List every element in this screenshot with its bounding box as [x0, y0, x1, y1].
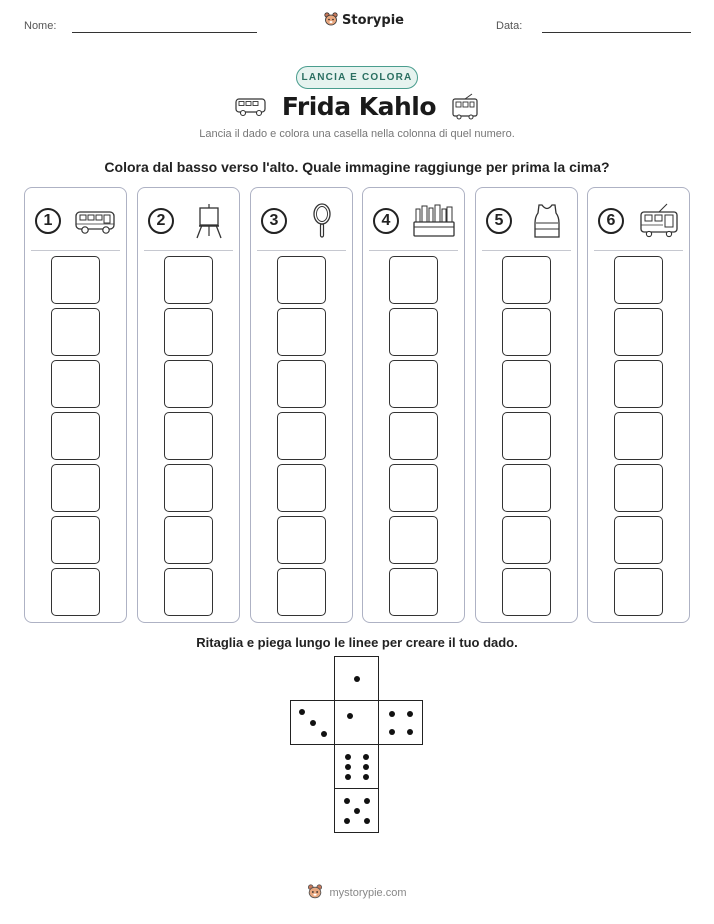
- color-box[interactable]: [164, 256, 213, 304]
- column-header: [148, 202, 231, 240]
- date-label: Data:: [496, 20, 523, 32]
- color-box[interactable]: [51, 516, 100, 564]
- color-box[interactable]: [277, 412, 326, 460]
- color-box[interactable]: [164, 308, 213, 356]
- color-box[interactable]: [614, 516, 663, 564]
- column-number: 2: [148, 208, 174, 234]
- color-box[interactable]: [502, 360, 551, 408]
- column-1: [24, 187, 127, 623]
- color-box[interactable]: [51, 464, 100, 512]
- page-title: Frida Kahlo: [281, 92, 437, 121]
- column-6: [587, 187, 690, 623]
- pip: [344, 818, 350, 824]
- bear-icon: [307, 884, 323, 901]
- pip: [347, 713, 353, 719]
- pip: [364, 798, 370, 804]
- cut-instruction: Ritaglia e piega lungo le linee per creare il tuo dado.: [196, 635, 518, 650]
- color-box[interactable]: [389, 412, 438, 460]
- bus-icon: [234, 96, 268, 118]
- color-box[interactable]: [614, 256, 663, 304]
- column-header: [261, 202, 344, 240]
- subtitle: Lancia il dado e colora una casella nella colonna di quel numero.: [199, 128, 515, 140]
- color-box[interactable]: [389, 516, 438, 564]
- color-box[interactable]: [614, 464, 663, 512]
- die-face-6: [334, 744, 379, 789]
- column-number: 6: [598, 208, 624, 234]
- instruction: Colora dal basso verso l'alto. Quale immagine raggiunge per prima la cima?: [104, 159, 610, 175]
- pip: [364, 818, 370, 824]
- pip: [299, 709, 305, 715]
- pip: [345, 764, 351, 770]
- color-box[interactable]: [389, 568, 438, 616]
- pip: [407, 711, 413, 717]
- name-label: Nome:: [24, 20, 57, 32]
- activity-badge: LANCIA E COLORA: [296, 66, 418, 89]
- title-row: [0, 92, 714, 121]
- color-box[interactable]: [389, 464, 438, 512]
- color-box[interactable]: [502, 256, 551, 304]
- color-box[interactable]: [502, 516, 551, 564]
- color-box[interactable]: [51, 308, 100, 356]
- bus-icon: [74, 203, 118, 239]
- pip: [345, 754, 351, 760]
- bear-icon: [324, 12, 338, 28]
- color-box[interactable]: [614, 360, 663, 408]
- column-number: 3: [261, 208, 287, 234]
- footer: [0, 884, 714, 901]
- color-box[interactable]: [164, 412, 213, 460]
- pip: [363, 774, 369, 780]
- footer-url[interactable]: mystorypie.com: [329, 886, 407, 899]
- paint-box-icon: [412, 203, 456, 239]
- pip: [407, 729, 413, 735]
- brand-name: Storypie: [342, 12, 404, 28]
- color-box[interactable]: [389, 308, 438, 356]
- pip: [310, 720, 316, 726]
- pip: [363, 764, 369, 770]
- color-box[interactable]: [502, 308, 551, 356]
- die-face-1-center: [334, 700, 379, 745]
- color-box[interactable]: [51, 568, 100, 616]
- columns-area: [24, 187, 690, 623]
- pip: [363, 754, 369, 760]
- die-face-1: [334, 656, 379, 701]
- pip: [389, 711, 395, 717]
- color-box[interactable]: [502, 568, 551, 616]
- color-box[interactable]: [614, 308, 663, 356]
- color-box[interactable]: [502, 412, 551, 460]
- color-box[interactable]: [164, 516, 213, 564]
- column-3: [250, 187, 353, 623]
- color-box[interactable]: [389, 360, 438, 408]
- column-number: 4: [373, 208, 399, 234]
- column-2: [137, 187, 240, 623]
- die-face-5: [334, 788, 379, 833]
- tram-icon: [450, 93, 480, 121]
- pip: [389, 729, 395, 735]
- color-box[interactable]: [51, 360, 100, 408]
- color-box[interactable]: [277, 360, 326, 408]
- color-box[interactable]: [164, 568, 213, 616]
- column-header: [35, 202, 118, 240]
- storypie-logo: [324, 12, 404, 28]
- pip: [345, 774, 351, 780]
- column-4: [362, 187, 465, 623]
- color-box[interactable]: [277, 308, 326, 356]
- name-line[interactable]: [72, 32, 257, 33]
- column-header: [598, 202, 681, 240]
- color-box[interactable]: [51, 412, 100, 460]
- color-box[interactable]: [502, 464, 551, 512]
- color-box[interactable]: [277, 464, 326, 512]
- easel-icon: [187, 203, 231, 239]
- color-box[interactable]: [614, 412, 663, 460]
- color-box[interactable]: [277, 256, 326, 304]
- date-line[interactable]: [542, 32, 691, 33]
- column-number: 1: [35, 208, 61, 234]
- hand-mirror-icon: [300, 203, 344, 239]
- color-box[interactable]: [614, 568, 663, 616]
- pip: [321, 731, 327, 737]
- color-box[interactable]: [164, 360, 213, 408]
- column-header: [486, 202, 569, 240]
- column-5: [475, 187, 578, 623]
- pip: [354, 808, 360, 814]
- die-face-4: [378, 700, 423, 745]
- color-box[interactable]: [277, 568, 326, 616]
- tram-icon: [637, 203, 681, 239]
- column-number: 5: [486, 208, 512, 234]
- color-box[interactable]: [389, 256, 438, 304]
- color-box[interactable]: [277, 516, 326, 564]
- tank-top-icon: [525, 203, 569, 239]
- color-box[interactable]: [164, 464, 213, 512]
- color-box[interactable]: [51, 256, 100, 304]
- pip: [354, 676, 360, 682]
- column-header: [373, 202, 456, 240]
- die-face-3: [290, 700, 335, 745]
- pip: [344, 798, 350, 804]
